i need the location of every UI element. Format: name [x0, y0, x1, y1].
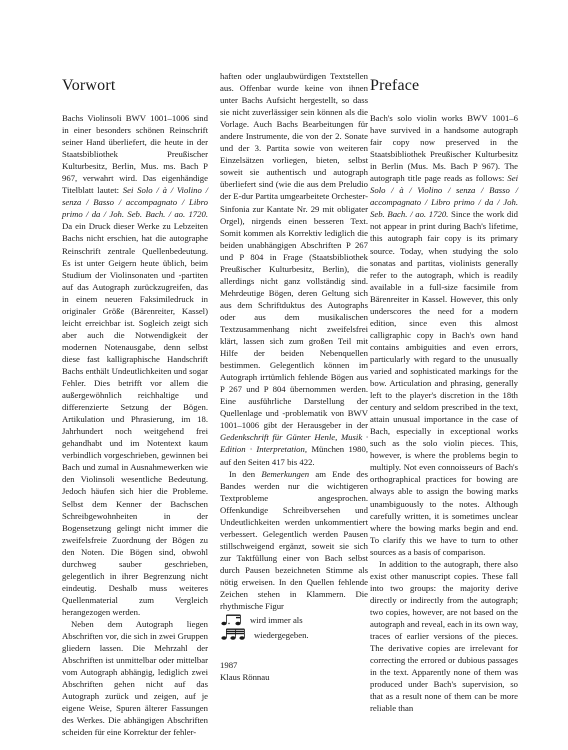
signoff-year: 1987	[220, 660, 238, 671]
rhythm-figure-dotted-icon	[220, 614, 246, 626]
preface-paragraph-2: In addition to the autograph, there also exist other manuscript copies. These fall into two groups: the majority derive directly or indirectly from the autograph; two copies, however, are not based on the autograph and reveal, each in its own way, traces of earlier versions of the pieces. The derivative copies are irrelevant for correcting the errored or dubious passages in the text. Apparently none of them was produced under Bach's supervision, so that as a result none of them can be more reliable than	[370, 558, 518, 714]
autograph-title-quote: Sei Solo / à / Violino / senza / Basso / accompagnato / Libro primo / da / Joh. Seb. Bach. / ao. 1720.	[62, 185, 209, 220]
rhythm-figure-line-2: wiedergegeben.	[220, 628, 368, 641]
vorwort-paragraph-4: In den Bemerkungen am Ende des Bandes werden nur die wichtigeren Textprobleme angesprochen. Offenkundige Schreibversehen und Undeutlichkeiten werden unkommentiert verbessert. Gelegentlich werden Pausen stillschweigend ergänzt, soweit sie sich zur Taktfüllung einer von Bach selbst durch Pausen bezeichneten Stimme als nötig erweisen. In den Quellen fehlende Zeichen stehen in Klammern. Die rhythmische Figur	[220, 468, 368, 612]
signoff	[220, 659, 368, 683]
vorwort-paragraph-1: Bachs Violinsoli BWV 1001–1006 sind in einer besonders schönen Reinschrift seiner Hand überliefert, die heute in der Staatsbibliothek Preußischer Kulturbesitz, Berlin, Mus. ms. Bach P 967, verwahrt wird. Das eigenhändige Titelblatt lautet: Sei Solo / à / Violino / senza / Basso / accompagnato / Libro primo / da / Joh. Seb. Bach. / ao. 1720. Da ein Druck dieser Werke zu Lebzeiten Bachs nicht erschien, hat die autographe Reinschrift zentrale Quellenbedeutung. Es ist unter Geigern heute üblich, beim Studium der Violinsonaten und -partiten auf das Autograph zurückzugreifen, das in einem neueren Faksimiledruck in originaler Größe (Bärenreiter, Kassel) leicht erreichbar ist. Sogleich zeigt sich aber auch die Notwendigkeit der modernen Notenausgabe, denn selbst diese fast kalligraphische Handschrift Bachs enthält Undeutlichkeiten und sogar Fehler. Dies betrifft vor allem die außergewöhnlich reichhaltige und differenzierte Setzung der Bögen. Artikulation und Phrasierung, im 18. Jahrhundert noch weitgehend frei gehandhabt und im Notentext kaum verbindlich vorgeschrieben, gewinnen bei Bach und zumal in Ausnahmewerken wie den Violinsoli wesentliche Bedeutung. Jedoch häufen sich hier die Probleme. Selbst dem Kenner der Bachschen Schreibgewohnheiten in der Bogensetzung gelingt nicht immer die zweifelsfreie Zuordnung der Bögen zu den Noten. Die Bögen sind, obwohl durchweg sauber geschrieben, gelegentlich in ihrer Begrenzung nicht eindeutig. Deshalb muss weiteres Quellenmaterial zum Vergleich herangezogen werden.	[62, 113, 209, 617]
vorwort-heading: Vorwort	[62, 76, 116, 94]
vorwort-column-1	[62, 112, 208, 738]
rhythm-figure-beamed-icon	[220, 628, 250, 641]
signoff-author: Klaus Rönnau	[220, 672, 270, 683]
autograph-title-quote-en: Sei Solo / à / Violino / senza / Basso / accompagnato / Libro primo / da / Joh. Seb. Bach. / ao. 1720.	[370, 173, 518, 220]
vorwort-column-2	[220, 70, 368, 683]
gedenkschrift-reference: Gedenkschrift für Günter Henle, Musik · Edition · Interpretation,	[220, 432, 368, 455]
preface-paragraph-1: Bach's solo violin works BWV 1001–6 have survived in a handsome autograph fair copy now preserved in the Staatsbibliothek Preußischer Kulturbesitz in Berlin (Mus. Ms. Bach P 967). The autograph title page reads as follows: Sei Solo / à / Violino / senza / Basso / accompagnato / Libro primo / da / Joh. Seb. Bach. / ao. 1720. Since the work did not appear in print during Bach's lifetime, this autograph fair copy is its primary source. Today, when studying the solo sonatas and partitas, violinists generally refer to the autograph, which is readily available in a full-size facsimile from Bärenreiter in Kassel. However, this only underscores the need for a modern edition, since even this almost calligraphic copy in Bach's own hand contains ambiguities and even errors, particularly with regard to the unusually varied and sophisticated markings for the bow. Articulation and phrasing, generally left to the player's discretion in the 18th century and seldom prescribed in the text, attain unusual importance in the case of Bach, especially in exceptional works such as the solo violin pieces. This, however, is where the problems begin to multiply. Not even connoisseurs of Bach's orthographical practices for bowing are always able to assign the bowing marks unambiguously to the notes. Although carefully written, it is sometimes unclear where the bowing marks begin and end. To clarify this we have to turn to other sources as a basis of comparison.	[370, 113, 518, 557]
vorwort-paragraph-2: Neben dem Autograph liegen Abschriften vor, die sich in zwei Gruppen gliedern lassen. Die Mehrzahl der Abschriften ist unmittelbar oder mittelbar vom Autograph abhängig, lediglich zwei Abschriften gehen nicht auf das Autograph zurück und zeigen, auf je eigene Weise, Spuren älterer Fassungen des Werkes. Die abhängigen Abschriften scheiden für eine Korrektur der fehler-	[62, 618, 208, 738]
preface-column	[370, 112, 518, 714]
rhythm-figure-line-1: wird immer als	[220, 614, 368, 626]
preface-heading: Preface	[370, 76, 420, 94]
bemerkungen-reference: Bemerkungen	[261, 468, 310, 479]
vorwort-paragraph-3: haften oder unglaubwürdigen Textstellen aus. Offenbar wurde keine von ihnen unter Bachs Aufsicht hergestellt, so dass sie nicht zuverlässiger sein können als die Vorlage. Auch Bachs Bearbeitungen für andere Instrumente, die von der 2. Sonate und der 3. Partita sowie von weiteren Einzelsätzen vorliegen, bieten, selbst soweit sie authentisch und autograph überliefert sind (wie die aus dem Preludio der E-dur Partita umgearbeitete Orchester-Sinfonia zur Kantate Nr. 29 mit obligater Orgel), nirgends einen besseren Text. Somit kommen als Korrektiv lediglich die beiden unabhängigen Abschriften P 267 und P 804 in Frage (Staatsbibliothek Preußischer Kulturbesitz, Berlin), die allerdings nicht ganz vollständig sind. Mehrdeutige Bögen, deren Geltung sich aus dem Schriftduktus des Autographs oder aus dem musikalischen Textzusammenhang nicht zweifelsfrei klärt, lassen sich zum großen Teil mit Hilfe der beiden Nebenquellen bestimmen. Gelegentlich können im Autograph irrtümlich fehlende Bögen aus P 267 und P 804 übernommen werden. Eine ausführliche Darstellung der Quellenlage und -problematik von BWV 1001–1006 gibt der Herausgeber in der Gedenkschrift für Günter Henle, Musik · Edition · Interpretation, München 1980, auf den Seiten 417 bis 422.	[220, 71, 369, 467]
